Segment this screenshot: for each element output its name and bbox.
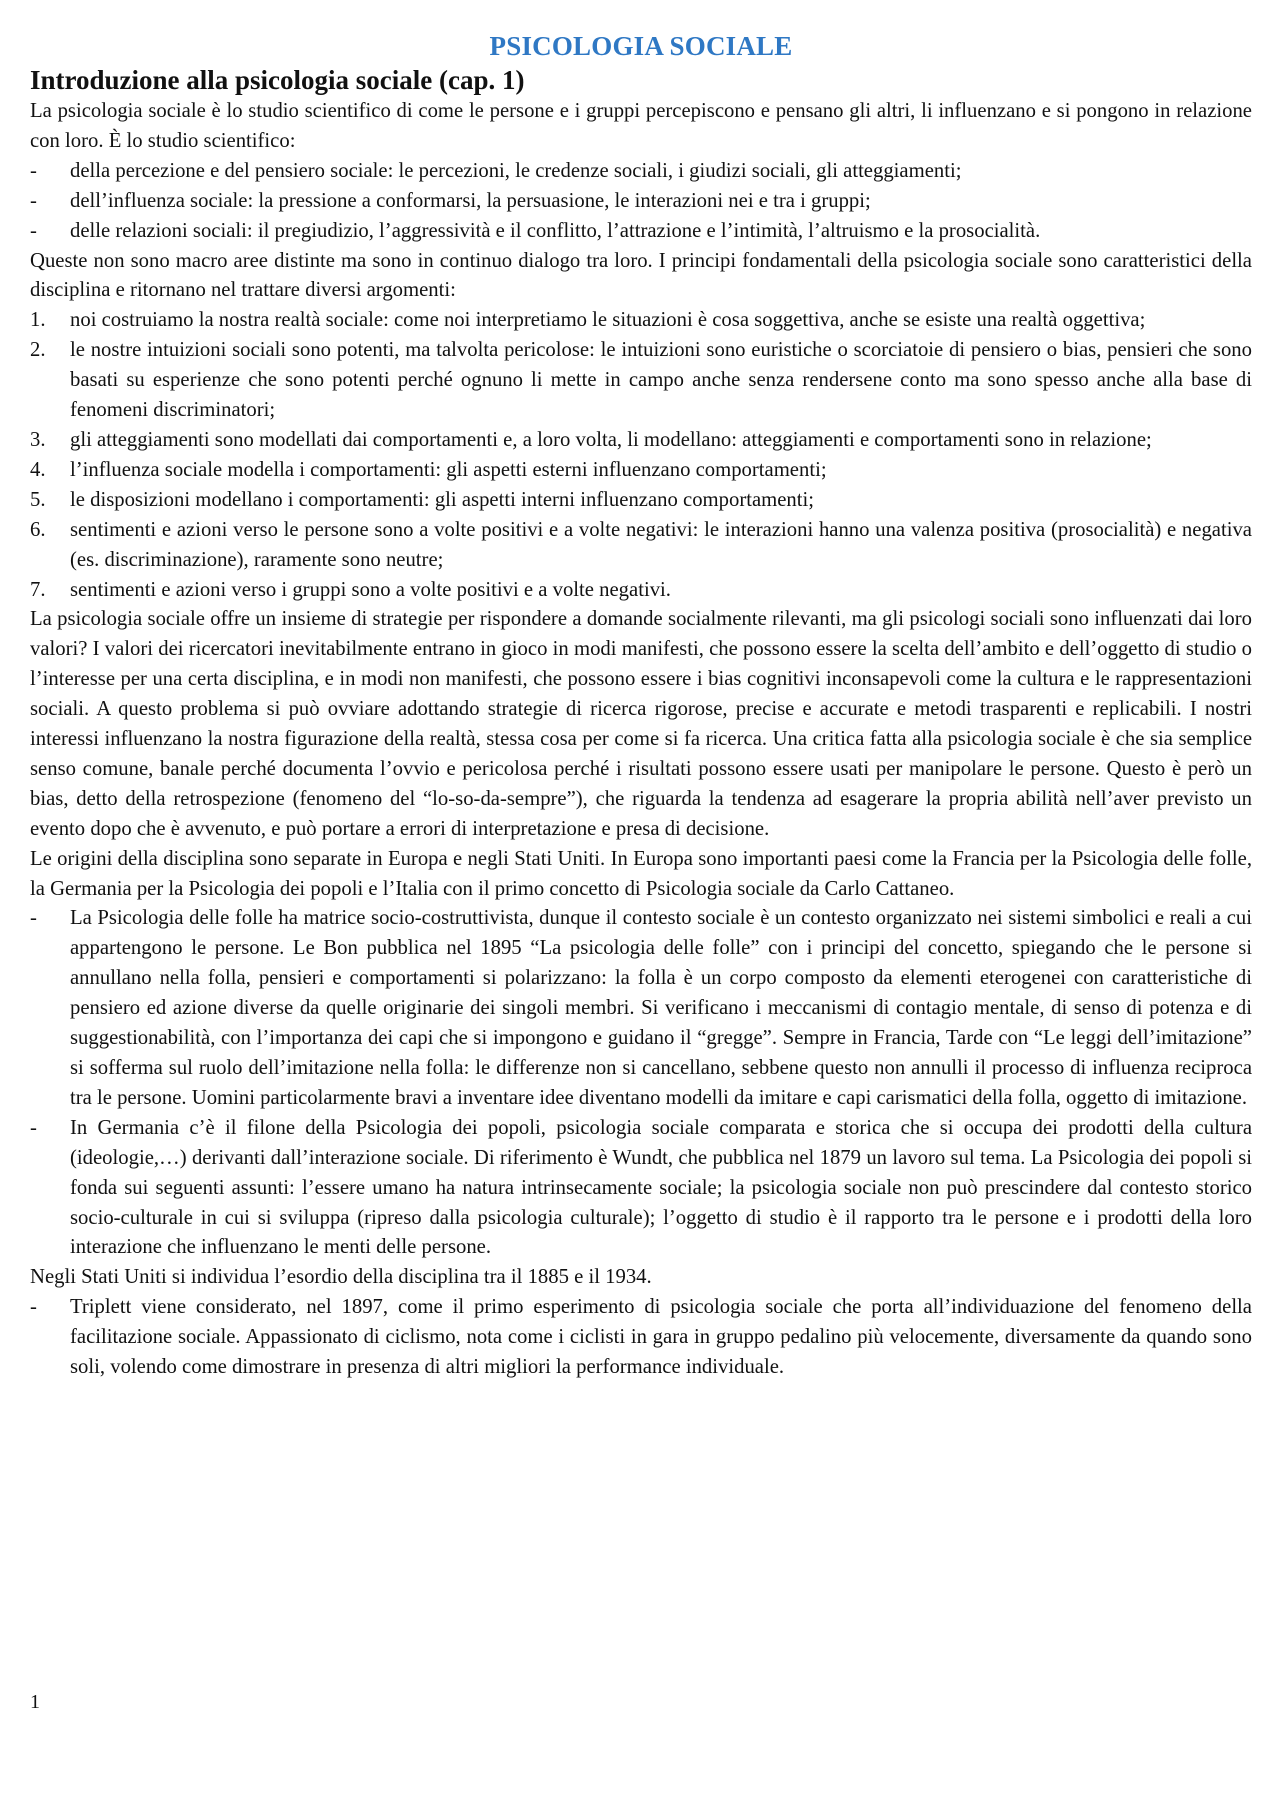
usa-paragraph: Negli Stati Uniti si individua l’esordio della disciplina tra il 1885 e il 1934.: [30, 1266, 652, 1289]
list-item-text: sentimenti e azioni verso i gruppi sono a volte positivi e a volte negativi.: [70, 578, 671, 601]
list-marker: -: [30, 1116, 37, 1139]
list-item: [30, 187, 1252, 217]
list-item: [30, 426, 1252, 456]
list-marker: 5.: [30, 488, 46, 511]
list-item-text: della percezione e del pensiero sociale: le percezioni, le credenze sociali, i giudizi sociali, gli atteggiamenti;: [70, 159, 962, 182]
list-item-text: le nostre intuizioni sociali sono potenti, ma talvolta pericolose: le intuizioni sono euristiche o scorciatoie di pensiero o bias, pensieri che sono basati su esperienze che sono potenti perché ognuno li mette in campo anche senza rendersene conto ma sono spesso anche alla base di fenomeni discriminatori;: [70, 339, 1252, 422]
list-item-text: noi costruiamo la nostra realtà sociale: come noi interpretiamo le situazioni è cosa soggettiva, anche se esiste una realtà oggettiva;: [70, 309, 1146, 332]
list-marker: 6.: [30, 518, 46, 541]
origins-list: [30, 904, 1252, 1263]
list-item: [30, 336, 1252, 426]
list-item-text: La Psicologia delle folle ha matrice socio-costruttivista, dunque il contesto sociale è un contesto organizzato nei sistemi simbolici e reali a cui appartengono le persone. Le Bon pubblica nel 1895 “La psicologia delle folle” con i principi del concetto, spiegando che le persone si annullano nella folla, pensieri e comportamenti si polarizzano: la folla è un corpo composto da elementi eterogenei con caratteristiche di pensiero ed azione diverse da quelle originarie dei singoli membri. Si verificano i meccanismi di contagio mentale, di senso di potenza e di suggestionabilità, con l’importanza dei capi che si impongono e guidano il “gregge”. Sempre in Francia, Tarde con “Le leggi dell’imitazione” si sofferma sul ruolo dell’imitazione nella folla: le differenze non si cancellano, sebbene questo non annulli il processo di influenza reciproca tra le persone. Uomini particolarmente bravi a inventare idee diventano modelli da imitare e capi carismatici della folla, oggetto di imitazione.: [70, 907, 1252, 1109]
list-marker: -: [30, 907, 37, 930]
list-marker: -: [30, 1296, 37, 1319]
list-item-text: l’influenza sociale modella i comportamenti: gli aspetti esterni influenzano comportamenti;: [70, 458, 827, 481]
section-heading: Introduzione alla psicologia sociale (cap. 1): [30, 65, 525, 95]
list-item-text: le disposizioni modellano i comportamenti: gli aspetti interni influenzano comportamenti;: [70, 488, 815, 511]
list-item: [30, 576, 1252, 606]
list-item-text: dell’influenza sociale: la pressione a conformarsi, la persuasione, le interazioni nei e tra i gruppi;: [70, 189, 871, 212]
intro-paragraph: La psicologia sociale è lo studio scientifico di come le persone e i gruppi percepiscono e pensano gli altri, li influenzano e si pongono in relazione con loro. È lo studio scientifico:: [30, 100, 1252, 152]
list-item: [30, 486, 1252, 516]
values-paragraph: La psicologia sociale offre un insieme di strategie per rispondere a domande socialmente rilevanti, ma gli psicologi sociali sono influenzati dai loro valori? I valori dei ricercatori inevitabilmente entrano in gioco in modi manifesti, che possono essere la scelta dell’ambito e dell’oggetto di studio o l’interesse per una certa disciplina, e in modi non manifesti, che possono essere i bias cognitivi inconsapevoli come la cultura e le rappresentazioni sociali. A questo problema si può ovviare adottando strategie di ricerca rigorose, precise e accurate e metodi trasparenti e replicabili. I nostri interessi influenzano la nostra figurazione della realtà, stessa cosa per come si fa ricerca. Una critica fatta alla psicologia sociale è che sia semplice senso comune, banale perché documenta l’ovvio e pericolosa perché i risultati possono essere usati per manipolare le persone. Questo è però un bias, detto della retrospezione (fenomeno del “lo-so-da-sempre”), che riguarda la tendenza ad esagerare la propria abilità nell’aver previsto un evento dopo che è avvenuto, e può portare a errori di interpretazione e presa di decisione.: [30, 608, 1252, 840]
list-marker: -: [30, 189, 37, 212]
list-marker: -: [30, 219, 37, 242]
list-item-text: In Germania c’è il filone della Psicologia dei popoli, psicologia sociale comparata e storica che si occupa dei prodotti della cultura (ideologie,…) derivanti dall’interazione sociale. Di riferimento è Wundt, che pubblica nel 1879 un lavoro sul tema. La Psicologia dei popoli si fonda sui seguenti assunti: l’essere umano ha natura intrinsecamente sociale; la psicologia sociale non può prescindere dal contesto storico socio-culturale in cui si sviluppa (ripreso dalla psicologia culturale); l’oggetto di studio è il rapporto tra le persone e i prodotti della loro interazione che influenzano le menti delle persone.: [70, 1116, 1252, 1259]
list-marker: 1.: [30, 309, 46, 332]
list-item: [30, 904, 1252, 1113]
list-item-text: delle relazioni sociali: il pregiudizio, l’aggressività e il conflitto, l’attrazione e l’intimità, l’altruismo e la prosocialità.: [70, 219, 1041, 242]
document-title: PSICOLOGIA SOCIALE: [489, 31, 793, 61]
list-item: [30, 306, 1252, 336]
principles-list: [30, 306, 1252, 605]
list-item-text: Triplett viene considerato, nel 1897, come il primo esperimento di psicologia sociale che porta all’individuazione del fenomeno della facilitazione sociale. Appassionato di ciclismo, nota come i ciclisti in gara in gruppo pedalino più velocemente, diversamente da quando sono soli, volendo come dimostrare in presenza di altri migliori la performance individuale.: [70, 1296, 1252, 1379]
principles-paragraph: Queste non sono macro aree distinte ma sono in continuo dialogo tra loro. I principi fondamentali della psicologia sociale sono caratteristici della disciplina e ritornano nel trattare diversi argomenti:: [30, 249, 1252, 302]
list-item: [30, 157, 1252, 187]
list-item: [30, 1114, 1252, 1264]
list-item: [30, 1293, 1252, 1383]
page-number: 1: [30, 1691, 40, 1713]
list-marker: -: [30, 159, 37, 182]
origins-paragraph: Le origini della disciplina sono separate in Europa e negli Stati Uniti. In Europa sono importanti paesi come la Francia per la Psicologia delle folle, la Germania per la Psicologia dei popoli e l’Italia con il primo concetto di Psicologia sociale da Carlo Cattaneo.: [30, 847, 1252, 900]
list-item: [30, 217, 1252, 247]
intro-list: [30, 157, 1252, 247]
list-marker: 2.: [30, 339, 46, 362]
list-marker: 7.: [30, 578, 46, 601]
list-marker: 3.: [30, 428, 46, 451]
list-item: [30, 516, 1252, 576]
list-item-text: sentimenti e azioni verso le persone sono a volte positivi e a volte negativi: le interazioni hanno una valenza positiva (prosocialità) e negativa (es. discriminazione), raramente sono neutre;: [70, 518, 1252, 571]
usa-list: [30, 1293, 1252, 1383]
list-item-text: gli atteggiamenti sono modellati dai comportamenti e, a loro volta, li modellano: atteggiamenti e comportamenti sono in relazione;: [70, 428, 1152, 451]
list-item: [30, 456, 1252, 486]
list-marker: 4.: [30, 458, 46, 481]
